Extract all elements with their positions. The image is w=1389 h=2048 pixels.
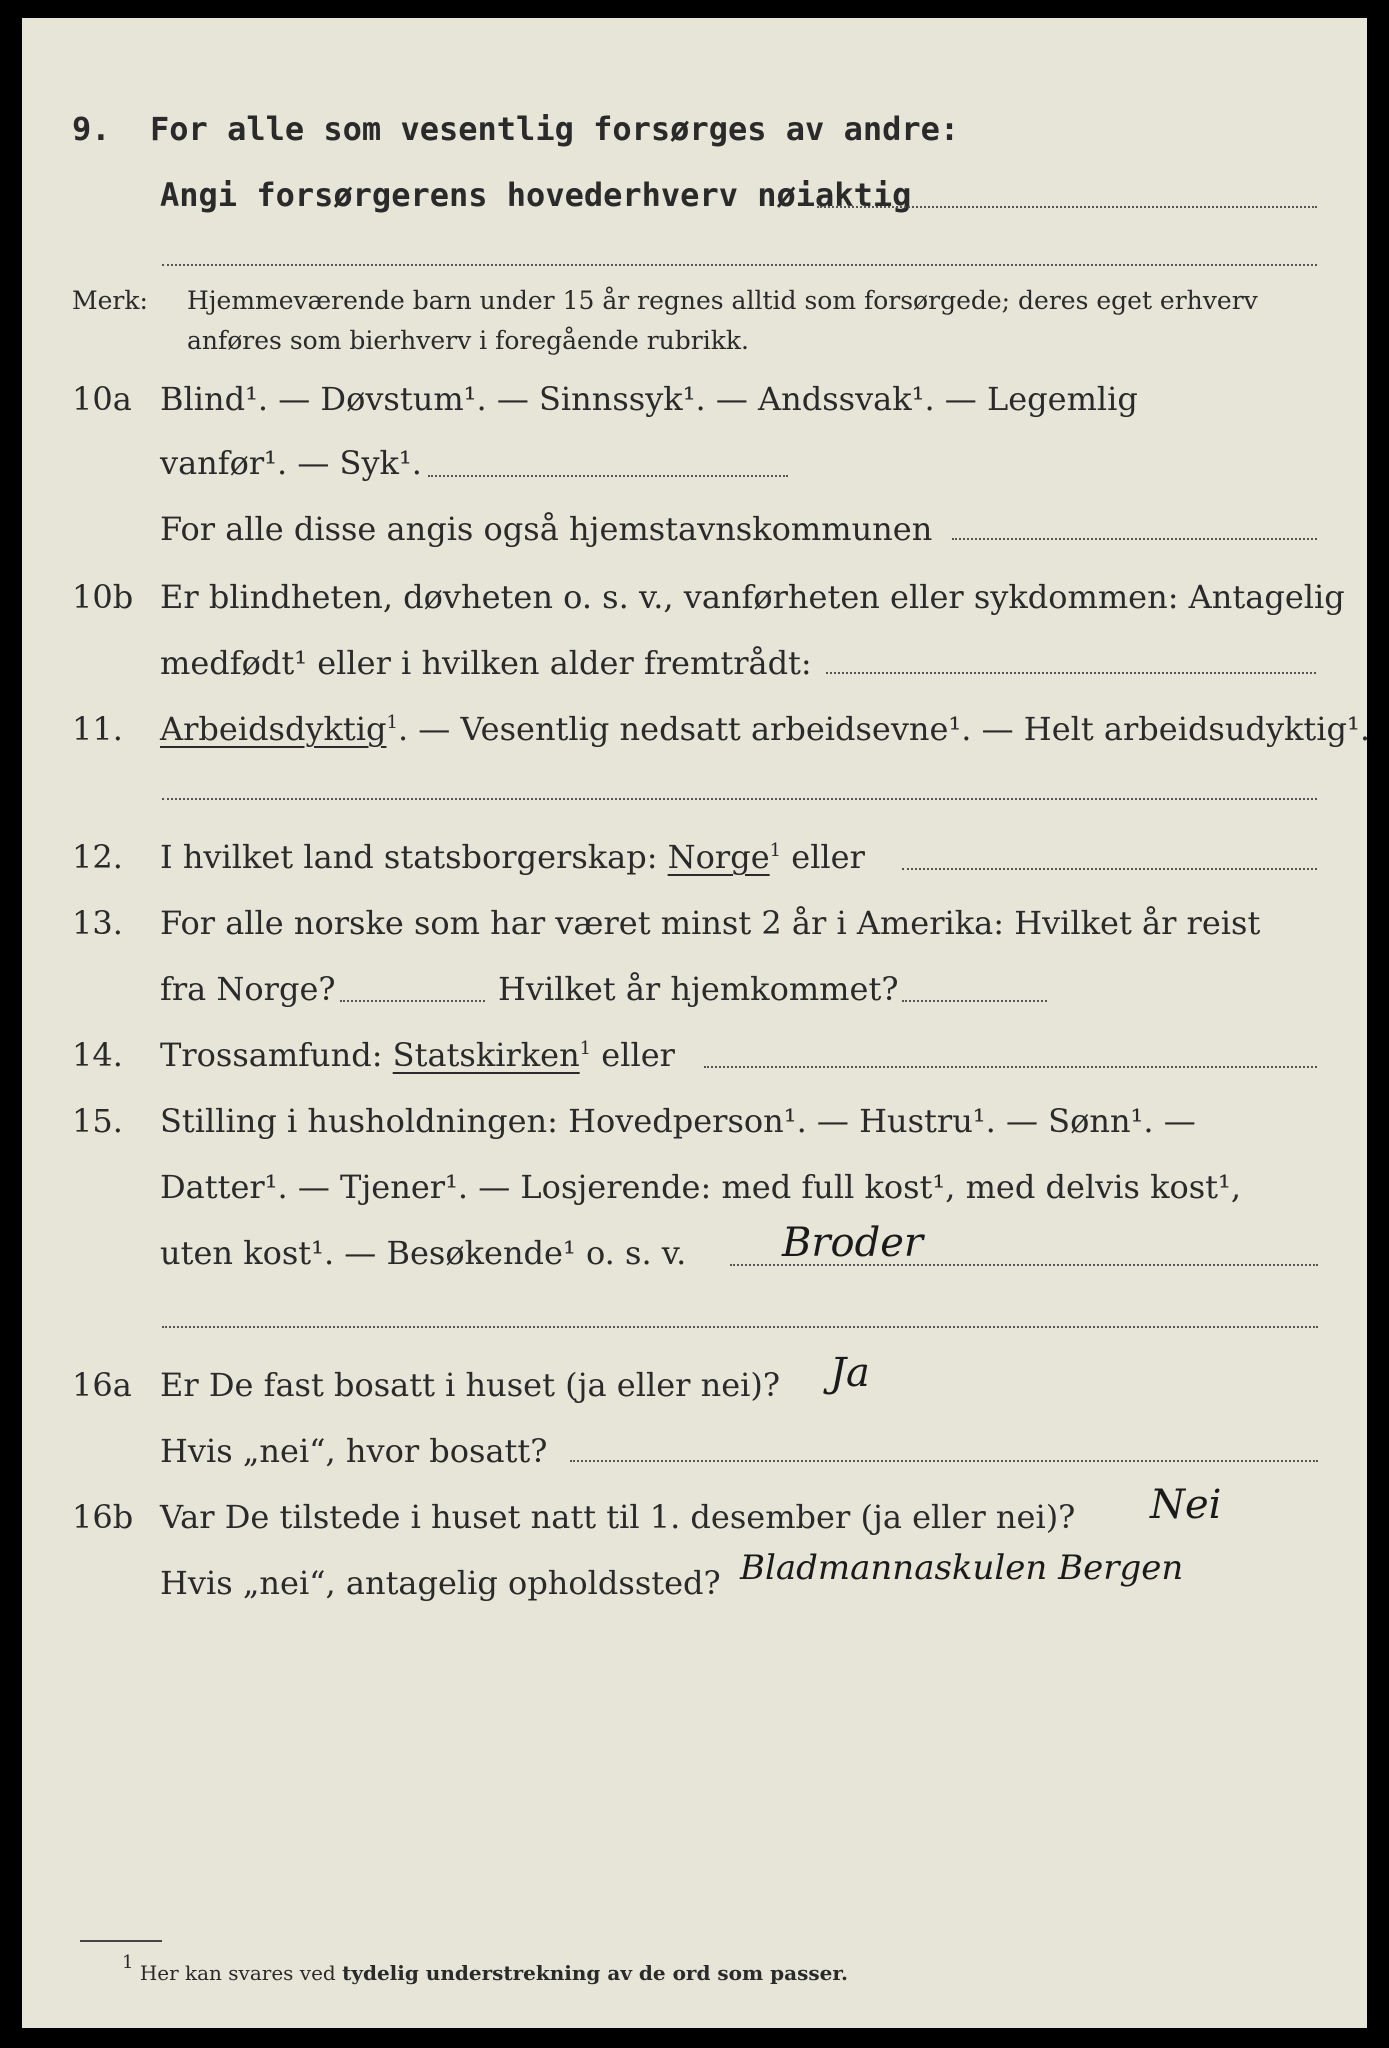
q11-number: 11. [72, 710, 123, 748]
q15-answer-line[interactable] [730, 1264, 1318, 1266]
q12-answer-line[interactable] [902, 868, 1317, 870]
q12-text [160, 838, 865, 876]
q10b-number: 10b [72, 578, 134, 616]
q10a-text-2: vanfør¹. — Syk¹. [160, 444, 422, 482]
q14-number: 14. [72, 1036, 123, 1074]
q11-sup: 1 [386, 712, 398, 733]
footnote [122, 1952, 848, 1985]
q16a-text-1: Er De fast bosatt i huset (ja eller nei)? [160, 1366, 781, 1404]
q11-underlined: Arbeidsdyktig [160, 710, 387, 748]
q13-year-left-line[interactable] [340, 1000, 485, 1002]
q9-answer-line[interactable] [817, 206, 1317, 208]
q16a-text-2: Hvis „nei“, hvor bosatt? [160, 1432, 548, 1470]
q13-text-2a: fra Norge? [160, 970, 336, 1008]
q12-after: eller [781, 838, 865, 876]
q16b-handwritten-answer-1: Nei [1150, 1482, 1222, 1528]
note-label: Merk: [72, 286, 148, 315]
q16a-answer-line[interactable] [570, 1460, 1318, 1462]
q16a-number: 16a [72, 1366, 132, 1404]
q10a-municipality-line[interactable] [952, 538, 1317, 540]
q10a-answer-line[interactable] [428, 475, 788, 477]
q16b-handwritten-answer-2: Bladmannaskulen Bergen [740, 1548, 1184, 1588]
q15-handwritten-answer: Broder [782, 1220, 923, 1266]
q14-underlined: Statskirken [392, 1036, 580, 1074]
q11-answer-line[interactable] [162, 798, 1317, 800]
q16b-number: 16b [72, 1498, 134, 1536]
q16b-text-1: Var De tilstede i huset natt til 1. desember (ja eller nei)? [160, 1498, 1076, 1536]
q12-sup: 1 [769, 840, 782, 861]
q12-before: I hvilket land statsborgerskap: [160, 838, 668, 876]
form-page [22, 18, 1370, 2028]
q15-text-2: Datter¹. — Tjener¹. — Losjerende: med full kost¹, med delvis kost¹, [160, 1168, 1242, 1206]
q10a-text-1: Blind¹. — Døvstum¹. — Sinnssyk¹. — Andssvak¹. — Legemlig [160, 380, 1138, 418]
q14-after: eller [591, 1036, 675, 1074]
q14-before: Trossamfund: [160, 1036, 393, 1074]
q14-text [160, 1036, 675, 1074]
q11-text [160, 710, 1370, 748]
q15-number: 15. [72, 1102, 123, 1140]
q13-text-2b: Hvilket år hjemkommet? [498, 970, 899, 1008]
q9-subtext: Angi forsørgerens hovederhverv nøiaktig [160, 176, 912, 214]
note-text-1: Hjemmeværende barn under 15 år regnes alltid som forsørgede; deres eget erhverv [187, 286, 1258, 315]
q14-sup: 1 [579, 1038, 592, 1059]
q14-answer-line[interactable] [704, 1066, 1317, 1068]
q16a-handwritten-answer: Ja [830, 1350, 870, 1396]
q10a-text-3: For alle disse angis også hjemstavnskommunen [160, 510, 933, 548]
q12-number: 12. [72, 838, 123, 876]
q15-text-1: Stilling i husholdningen: Hovedperson¹. — Hustru¹. — Sønn¹. — [160, 1102, 1196, 1140]
q9-number: 9. [72, 110, 111, 148]
q10a-number: 10a [72, 380, 132, 418]
q10b-answer-line[interactable] [826, 672, 1316, 674]
footnote-text: Her kan svares ved [139, 1961, 336, 1985]
footnote-rule [80, 1940, 162, 1942]
q13-number: 13. [72, 904, 123, 942]
note-text-2: anføres som bierhverv i foregående rubrikk. [187, 326, 749, 355]
footnote-mark: 1 [122, 1952, 134, 1973]
q10b-text-2: medfødt¹ eller i hvilken alder fremtrådt: [160, 644, 812, 682]
q11-rest: . — Vesentlig nedsatt arbeidsevne¹. — Helt arbeidsudyktig¹. [397, 710, 1370, 748]
q13-text-1: For alle norske som har været minst 2 år i Amerika: Hvilket år reist [160, 904, 1261, 942]
q12-underlined: Norge [667, 838, 770, 876]
q16b-text-2: Hvis „nei“, antagelig opholdssted? [160, 1564, 721, 1602]
q9-answer-line-2[interactable] [162, 264, 1317, 266]
q13-year-returned-line[interactable] [902, 1000, 1047, 1002]
q15-text-3: uten kost¹. — Besøkende¹ o. s. v. [160, 1234, 687, 1272]
q10b-text-1: Er blindheten, døvheten o. s. v., vanførheten eller sykdommen: Antagelig [160, 578, 1345, 616]
q9-text: For alle som vesentlig forsørges av andre: [150, 110, 960, 148]
footnote-bold: tydelig understrekning av de ord som passer. [342, 1961, 848, 1985]
q15-answer-line-2[interactable] [162, 1326, 1318, 1328]
